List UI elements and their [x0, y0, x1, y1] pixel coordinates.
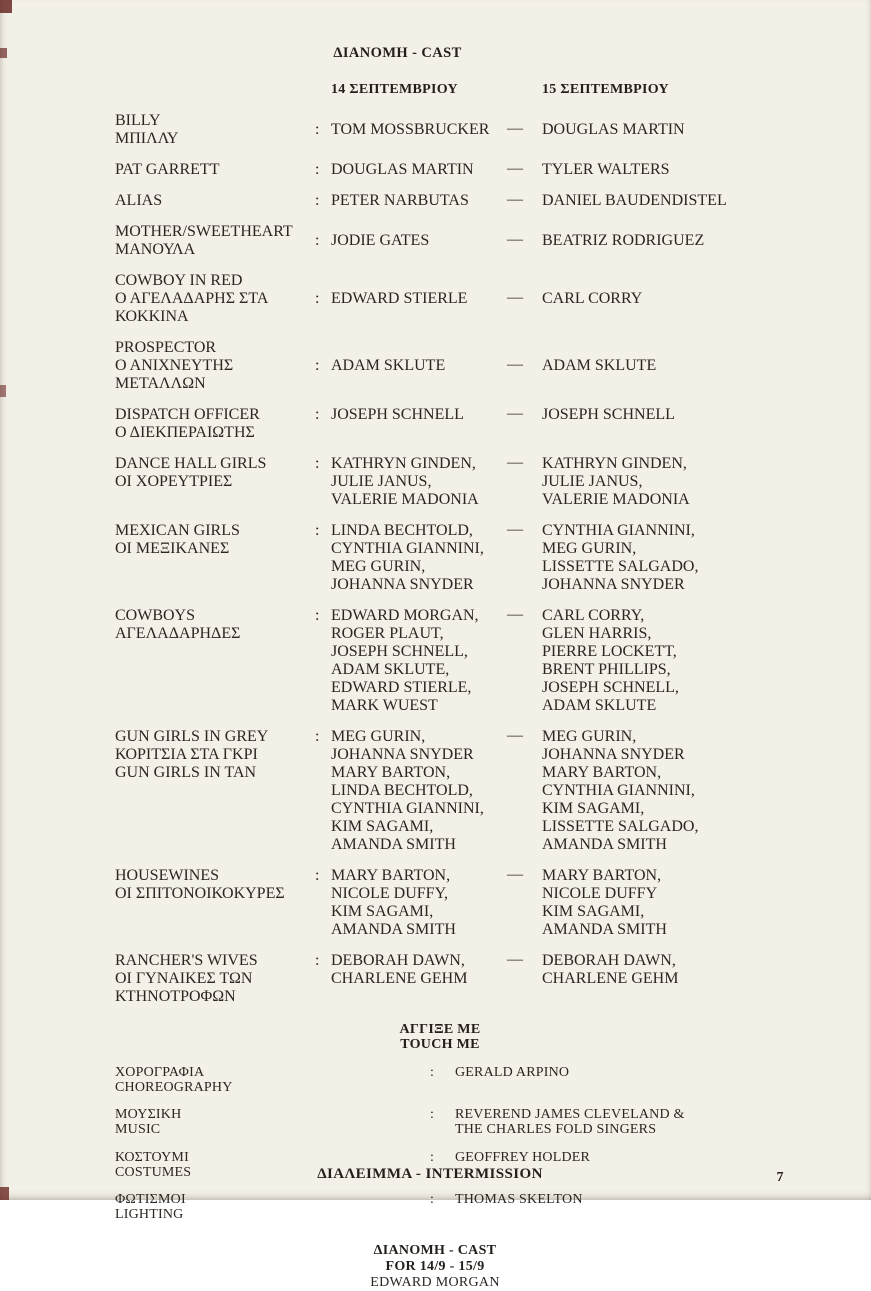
dash-separator: [507, 867, 542, 885]
text-line: LISSETTE SALGADO,: [542, 558, 699, 575]
text-line: ADAM SKLUTE: [542, 357, 657, 374]
text-line: ΜΠΙΛΛΥ: [115, 130, 179, 147]
text-line: KIM SAGAMI,: [331, 818, 434, 835]
text-line: AMANDA SMITH: [331, 921, 456, 938]
text-line: NICOLE DUFFY,: [331, 885, 449, 902]
cast-14-september: [331, 728, 507, 854]
credit-row: [115, 1108, 795, 1137]
credit-role-label: [115, 1108, 430, 1137]
text-line: ΚΟΡΙΤΣΙΑ ΣΤΑ ΓΚΡΙ: [115, 746, 258, 763]
text-line: TOM MOSSBRUCKER: [331, 121, 490, 138]
cast-14-september: [331, 455, 507, 509]
text-line: ΦΩΤΙΣΜΟΙ: [115, 1192, 186, 1208]
text-line: ΟΙ ΧΟΡΕΥΤΡΙΕΣ: [115, 473, 233, 490]
footer-cast-name: EDWARD MORGAN: [370, 1274, 500, 1290]
text-line: DOUGLAS MARTIN: [542, 121, 685, 138]
text-line: JOSEPH SCHNELL,: [331, 643, 468, 660]
dash-glyph: —: [507, 160, 523, 177]
text-line: DANIEL BAUDENDISTEL: [542, 192, 727, 209]
credit-name: [455, 1151, 795, 1166]
cast-15-september: [542, 357, 795, 375]
cast-15-september: [542, 290, 795, 308]
cast-row: [115, 952, 795, 1006]
touch-me-heading: [115, 1022, 765, 1052]
cast-14-september: [331, 607, 507, 715]
cast-14-september: [331, 952, 507, 988]
credit-name: [455, 1193, 795, 1208]
text-line: TYLER WALTERS: [542, 161, 670, 178]
cast-table-header: [115, 82, 795, 98]
footer-cast-block: [115, 1243, 755, 1291]
text-line: CHOREOGRAPHY: [115, 1079, 233, 1095]
page-title: ΔΙΑΝΟΜΗ - CAST: [333, 45, 462, 61]
text-line: MARY BARTON,: [542, 867, 662, 884]
text-line: COSTUMES: [115, 1164, 192, 1180]
text-line: GLEN HARRIS,: [542, 625, 652, 642]
credit-name: [455, 1066, 795, 1081]
text-line: KATHRYN GINDEN,: [542, 455, 687, 472]
text-line: HOUSEWINES: [115, 867, 219, 884]
text-line: ΧΟΡΟΓΡΑΦΙΑ: [115, 1065, 205, 1080]
colon-separator: :: [315, 952, 320, 969]
text-line: GEOFFREY HOLDER: [455, 1149, 591, 1165]
scan-artifact: [0, 385, 6, 397]
text-line: EDWARD MORGAN,: [331, 607, 479, 624]
text-line: DOUGLAS MARTIN: [331, 161, 474, 178]
cast-15-september: [542, 607, 795, 715]
role-label: [115, 607, 315, 643]
role-label: [115, 406, 315, 442]
cast-row: [115, 728, 795, 854]
text-line: MEG GURIN,: [542, 728, 637, 745]
footer-cast-title: ΔΙΑΝΟΜΗ - CAST: [373, 1242, 497, 1258]
text-line: CARL CORRY: [542, 290, 643, 307]
cast-15-september: [542, 728, 795, 854]
text-line: JULIE JANUS,: [542, 473, 643, 490]
colon-separator: :: [315, 607, 320, 624]
credit-name: [455, 1108, 795, 1137]
dash-glyph: —: [507, 727, 523, 744]
cast-14-september: [331, 192, 507, 210]
role-label: [115, 192, 315, 210]
dash-glyph: —: [507, 120, 523, 137]
cast-15-september: [542, 522, 795, 594]
cast-row: [115, 339, 795, 393]
text-line: DEBORAH DAWN,: [331, 952, 465, 969]
text-line: AMANDA SMITH: [331, 836, 456, 853]
text-line: VALERIE MADONIA: [542, 491, 690, 508]
text-line: ADAM SKLUTE,: [331, 661, 450, 678]
colon-separator: :: [315, 867, 320, 884]
cast-row: [115, 161, 795, 179]
text-line: ΚΤΗΝΟΤΡΟΦΩΝ: [115, 988, 236, 1005]
dash-separator: [507, 161, 542, 179]
text-line: GERALD ARPINO: [455, 1065, 570, 1080]
role-label: [115, 223, 315, 259]
text-line: CYNTHIA GIANNINI,: [542, 782, 695, 799]
text-line: LISSETTE SALGADO,: [542, 818, 699, 835]
text-line: CHARLENE GEHM: [542, 970, 679, 987]
text-line: DEBORAH DAWN,: [542, 952, 676, 969]
text-line: Ο ΔΙΕΚΠΕΡΑΙΩΤΗΣ: [115, 424, 255, 441]
cast-15-september: [542, 232, 795, 250]
colon-separator: :: [315, 357, 320, 374]
touch-me-title-english: TOUCH ME: [400, 1037, 480, 1052]
text-line: ADAM SKLUTE: [542, 697, 657, 714]
text-line: MARY BARTON,: [331, 867, 451, 884]
credit-rows: [115, 1066, 795, 1223]
intermission-heading: ΔΙΑΛΕΙΜΜΑ - INTERMISSION: [317, 1166, 543, 1182]
text-line: CYNTHIA GIANNINI,: [542, 522, 695, 539]
text-line: EDWARD STIERLE,: [331, 679, 472, 696]
dash-glyph: —: [507, 866, 523, 883]
dash-separator: [507, 121, 542, 139]
text-line: RANCHER'S WIVES: [115, 952, 258, 969]
text-line: MEXICAN GIRLS: [115, 522, 240, 539]
text-line: PIERRE LOCKETT,: [542, 643, 677, 660]
cast-rows: [115, 112, 795, 1006]
dash-separator: [507, 357, 542, 375]
text-line: MARK WUEST: [331, 697, 438, 714]
cast-15-september: [542, 406, 795, 424]
text-line: CARL CORRY,: [542, 607, 645, 624]
colon-separator: :: [315, 192, 320, 209]
column-header-15-september: 15 ΣΕΠΤΕΜΒΡΙΟΥ: [542, 82, 669, 97]
page-content: [115, 46, 795, 1291]
cast-14-september: [331, 290, 507, 308]
colon-separator: :: [315, 455, 320, 472]
text-line: MOTHER/SWEETHEART: [115, 223, 293, 240]
colon-separator: :: [315, 290, 320, 307]
text-line: JOSEPH SCHNELL,: [542, 679, 679, 696]
text-line: GUN GIRLS IN GREY: [115, 728, 269, 745]
dash-separator: [507, 522, 542, 540]
text-line: AMANDA SMITH: [542, 921, 667, 938]
text-line: ΑΓΕΛΑΔΑΡΗΔΕΣ: [115, 625, 241, 642]
dash-glyph: —: [507, 231, 523, 248]
text-line: ΚΟΚΚΙΝΑ: [115, 308, 189, 325]
text-line: JOHANNA SNYDER: [331, 576, 474, 593]
credit-row: [115, 1193, 795, 1222]
cast-14-september: [331, 867, 507, 939]
text-line: REVEREND JAMES CLEVELAND &: [455, 1107, 685, 1123]
dash-glyph: —: [507, 191, 523, 208]
text-line: COWBOY IN RED: [115, 272, 243, 289]
credit-row: [115, 1066, 795, 1095]
cast-15-september: [542, 121, 795, 139]
dash-separator: [507, 952, 542, 970]
dash-separator: [507, 192, 542, 210]
text-line: ΚΟΣΤΟΥΜΙ: [115, 1149, 189, 1165]
colon-separator: :: [430, 1107, 435, 1123]
text-line: KATHRYN GINDEN,: [331, 455, 476, 472]
dash-glyph: —: [507, 606, 523, 623]
colon-separator: :: [430, 1192, 435, 1208]
role-label: [115, 161, 315, 179]
dash-glyph: —: [507, 289, 523, 306]
text-line: NICOLE DUFFY: [542, 885, 658, 902]
cast-row: [115, 455, 795, 509]
text-line: MEG GURIN,: [331, 558, 426, 575]
dash-separator: [507, 607, 542, 625]
text-line: AMANDA SMITH: [542, 836, 667, 853]
dash-glyph: —: [507, 951, 523, 968]
text-line: CYNTHIA GIANNINI,: [331, 540, 484, 557]
column-header-14-september: 14 ΣΕΠΤΕΜΒΡΙΟΥ: [331, 82, 458, 97]
colon-separator: :: [315, 161, 320, 178]
text-line: PROSPECTOR: [115, 339, 217, 356]
cast-row: [115, 607, 795, 715]
role-label: [115, 867, 315, 903]
text-line: LINDA BECHTOLD,: [331, 522, 473, 539]
text-line: PAT GARRETT: [115, 161, 220, 178]
colon-separator: :: [315, 121, 320, 138]
cast-table: [115, 82, 795, 1006]
text-line: JOHANNA SNYDER: [331, 746, 474, 763]
cast-14-september: [331, 232, 507, 250]
text-line: ALIAS: [115, 192, 163, 209]
text-line: THE CHARLES FOLD SINGERS: [455, 1122, 657, 1138]
colon-separator: :: [430, 1065, 435, 1080]
colon-separator: :: [315, 232, 320, 249]
cast-14-september: [331, 522, 507, 594]
cast-14-september: [331, 121, 507, 139]
cast-row: [115, 406, 795, 442]
dash-glyph: —: [507, 454, 523, 471]
text-line: ΜΑΝΟΥΛΑ: [115, 241, 196, 258]
text-line: JOHANNA SNYDER: [542, 746, 685, 763]
cast-15-september: [542, 161, 795, 179]
text-line: Ο ΑΓΕΛΑΔΑΡΗΣ ΣΤΑ: [115, 290, 269, 307]
dash-separator: [507, 728, 542, 746]
text-line: JOHANNA SNYDER: [542, 576, 685, 593]
dash-glyph: —: [507, 521, 523, 538]
text-line: JOSEPH SCHNELL: [331, 406, 464, 423]
text-line: ROGER PLAUT,: [331, 625, 444, 642]
cast-row: [115, 112, 795, 148]
text-line: MEG GURIN,: [331, 728, 426, 745]
footer-cast-dates: FOR 14/9 - 15/9: [385, 1258, 485, 1274]
text-line: COWBOYS: [115, 607, 196, 624]
text-line: JULIE JANUS,: [331, 473, 432, 490]
credit-role-label: [115, 1066, 430, 1095]
cast-row: [115, 223, 795, 259]
dash-separator: [507, 455, 542, 473]
text-line: JODIE GATES: [331, 232, 430, 249]
text-line: EDWARD STIERLE: [331, 290, 468, 307]
role-label: [115, 952, 315, 1006]
text-line: DANCE HALL GIRLS: [115, 455, 267, 472]
role-label: [115, 272, 315, 326]
cast-15-september: [542, 192, 795, 210]
text-line: KIM SAGAMI,: [542, 903, 645, 920]
page-number: 7: [776, 1170, 784, 1185]
role-label: [115, 112, 315, 148]
text-line: LIGHTING: [115, 1206, 184, 1222]
colon-separator: :: [430, 1149, 435, 1165]
text-line: ΟΙ ΓΥΝΑΙΚΕΣ ΤΩΝ: [115, 970, 253, 987]
text-line: VALERIE MADONIA: [331, 491, 479, 508]
scan-artifact: [0, 48, 7, 58]
text-line: KIM SAGAMI,: [331, 903, 434, 920]
text-line: THOMAS SKELTON: [455, 1192, 583, 1208]
text-line: CHARLENE GEHM: [331, 970, 468, 987]
text-line: MARY BARTON,: [331, 764, 451, 781]
dash-separator: [507, 290, 542, 308]
cast-14-september: [331, 406, 507, 424]
text-line: ΟΙ ΜΕΞΙΚΑΝΕΣ: [115, 540, 230, 557]
text-line: ΜΟΥΣΙΚΗ: [115, 1107, 182, 1123]
dash-glyph: —: [507, 405, 523, 422]
dash-glyph: —: [507, 356, 523, 373]
touch-me-title-greek: ΑΓΓΙΞΕ ΜΕ: [399, 1022, 481, 1037]
text-line: LINDA BECHTOLD,: [331, 782, 473, 799]
text-line: MEG GURIN,: [542, 540, 637, 557]
cast-14-september: [331, 161, 507, 179]
text-line: CYNTHIA GIANNINI,: [331, 800, 484, 817]
text-line: MARY BARTON,: [542, 764, 662, 781]
text-line: DISPATCH OFFICER: [115, 406, 260, 423]
text-line: JOSEPH SCHNELL: [542, 406, 675, 423]
colon-separator: :: [315, 728, 320, 745]
cast-row: [115, 867, 795, 939]
text-line: ΜΕΤΑΛΛΩΝ: [115, 375, 206, 392]
text-line: PETER NARBUTAS: [331, 192, 469, 209]
colon-separator: :: [315, 522, 320, 539]
cast-row: [115, 192, 795, 210]
role-label: [115, 522, 315, 558]
text-line: BILLY: [115, 112, 161, 129]
cast-14-september: [331, 357, 507, 375]
text-line: MUSIC: [115, 1122, 161, 1138]
role-label: [115, 455, 315, 491]
text-line: KIM SAGAMI,: [542, 800, 645, 817]
text-line: ΟΙ ΣΠΙΤΟΝΟΙΚΟΚΥΡΕΣ: [115, 885, 285, 902]
text-line: ADAM SKLUTE: [331, 357, 446, 374]
cast-row: [115, 522, 795, 594]
colon-separator: :: [315, 406, 320, 423]
scan-artifact: [0, 1187, 9, 1200]
text-line: BEATRIZ RODRIGUEZ: [542, 232, 705, 249]
dash-separator: [507, 406, 542, 424]
scan-artifact: [0, 0, 12, 13]
text-line: GUN GIRLS IN TAN: [115, 764, 257, 781]
cast-15-september: [542, 867, 795, 939]
credit-role-label: [115, 1193, 430, 1222]
text-line: Ο ΑΝΙΧΝΕΥΤΗΣ: [115, 357, 234, 374]
cast-15-september: [542, 455, 795, 509]
role-label: [115, 728, 315, 782]
cast-15-september: [542, 952, 795, 988]
text-line: BRENT PHILLIPS,: [542, 661, 671, 678]
cast-row: [115, 272, 795, 326]
role-label: [115, 339, 315, 393]
dash-separator: [507, 232, 542, 250]
